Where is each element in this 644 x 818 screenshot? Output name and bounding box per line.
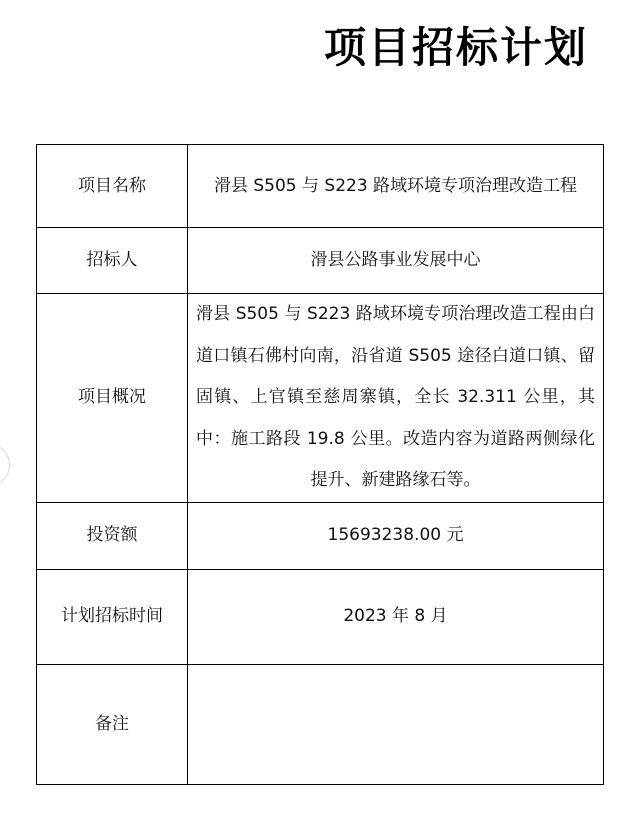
investment-label: 投资额 [37, 502, 188, 569]
table-row-remarks [37, 664, 604, 784]
investment-value: 15693238.00 元 [188, 502, 604, 569]
table-row-tenderer [37, 228, 604, 294]
side-scroll-handle[interactable] [0, 444, 10, 486]
project-overview-label: 项目概况 [37, 294, 188, 503]
remarks-value [188, 664, 604, 784]
document-title: 项目招标计划 [323, 23, 588, 72]
project-name-label: 项目名称 [37, 145, 188, 228]
table-row-project-overview [37, 294, 604, 503]
table-row-planned-tender-time [37, 569, 604, 664]
tender-plan-table [36, 144, 604, 785]
table-row-project-name [37, 145, 604, 228]
tenderer-value: 滑县公路事业发展中心 [188, 228, 604, 294]
project-overview-value: 滑县 S505 与 S223 路域环境专项治理改造工程由白道口镇石佛村向南，沿省道 S505 途径白道口镇、留固镇、上官镇至慈周寨镇，全长 32.311 公里，其中：施工路段 19.8 公里。改造内容为道路两侧绿化提升、新建路缘石等。 [188, 294, 604, 503]
planned-tender-time-value: 2023 年 8 月 [188, 569, 604, 664]
remarks-label: 备注 [37, 664, 188, 784]
tenderer-label: 招标人 [37, 228, 188, 294]
planned-tender-time-label: 计划招标时间 [37, 569, 188, 664]
project-name-value: 滑县 S505 与 S223 路域环境专项治理改造工程 [188, 145, 604, 228]
table-row-investment [37, 502, 604, 569]
